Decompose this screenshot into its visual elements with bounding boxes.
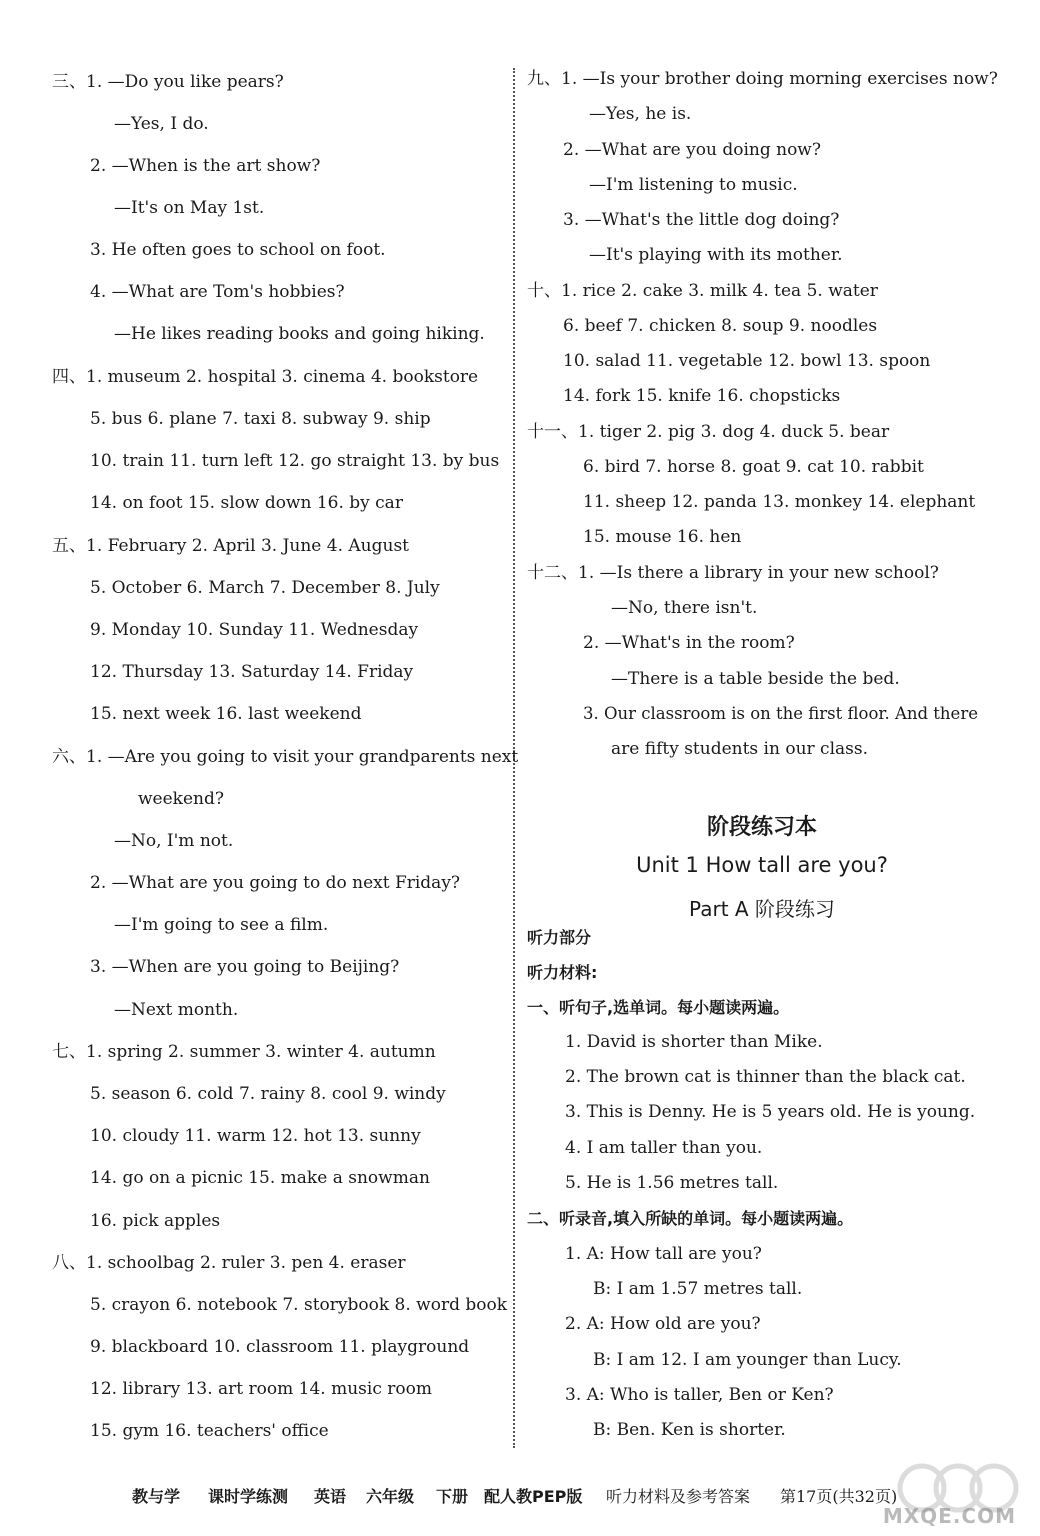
- answer-line: —He likes reading books and going hiking.: [114, 324, 485, 344]
- answer-line: 三、1. —Do you like pears?: [52, 72, 284, 92]
- answer-line: 15. gym 16. teachers' office: [90, 1421, 329, 1441]
- answer-line: 3. —What's the little dog doing?: [563, 210, 840, 230]
- section-title: 阶段练习本: [706, 815, 817, 840]
- answer-line: 四、1. museum 2. hospital 3. cinema 4. bookstore: [52, 367, 479, 387]
- answer-line: B: Ben. Ken is shorter.: [593, 1420, 786, 1440]
- answer-line: 6. bird 7. horse 8. goat 9. cat 10. rabbit: [583, 457, 924, 477]
- footer-edition: 配人教PEP版: [484, 1487, 583, 1506]
- answer-line: 2. The brown cat is thinner than the black cat.: [565, 1067, 966, 1087]
- answer-line: 2. —What are you going to do next Friday?: [90, 873, 461, 893]
- answer-line: 5. season 6. cold 7. rainy 8. cool 9. windy: [90, 1084, 446, 1104]
- answer-line: 9. blackboard 10. classroom 11. playground: [90, 1337, 470, 1357]
- answer-line: 5. October 6. March 7. December 8. July: [90, 578, 440, 598]
- answer-line: 14. fork 15. knife 16. chopsticks: [563, 386, 841, 406]
- watermark-text: MXQE.COM: [882, 1504, 1016, 1528]
- answer-line: 14. on foot 15. slow down 16. by car: [90, 493, 403, 513]
- answer-line: 5. crayon 6. notebook 7. storybook 8. word book: [90, 1295, 508, 1315]
- answer-line: 2. —What are you doing now?: [563, 140, 821, 160]
- answer-line: —I'm going to see a film.: [114, 915, 329, 935]
- answer-line: 十二、1. —Is there a library in your new school?: [527, 563, 939, 583]
- answer-line: 3. He often goes to school on foot.: [90, 240, 386, 260]
- answer-line: 3. —When are you going to Beijing?: [90, 957, 400, 977]
- answer-line: —It's on May 1st.: [114, 198, 265, 218]
- unit-title: Unit 1 How tall are you?: [636, 853, 888, 877]
- answer-line: 9. Monday 10. Sunday 11. Wednesday: [90, 620, 419, 640]
- answer-line: 十一、1. tiger 2. pig 3. dog 4. duck 5. bear: [527, 422, 890, 442]
- answer-line: 六、1. —Are you going to visit your grandparents next: [52, 747, 519, 767]
- answer-line: 15. next week 16. last weekend: [90, 704, 362, 724]
- answer-line: 16. pick apples: [90, 1211, 221, 1231]
- answer-line: 5. He is 1.56 metres tall.: [565, 1173, 779, 1193]
- answer-line: —Yes, I do.: [114, 114, 209, 134]
- answer-line: —No, I'm not.: [114, 831, 234, 851]
- footer-volume: 下册: [436, 1487, 469, 1506]
- answer-line: 6. beef 7. chicken 8. soup 9. noodles: [563, 316, 878, 336]
- answer-line: 14. go on a picnic 15. make a snowman: [90, 1168, 430, 1188]
- answer-line: are fifty students in our class.: [611, 739, 869, 759]
- answer-line: 3. A: Who is taller, Ben or Ken?: [565, 1385, 834, 1405]
- answer-line: 1. A: How tall are you?: [565, 1244, 762, 1264]
- answer-line: —It's playing with its mother.: [589, 245, 843, 265]
- footer-brand: 教与学: [132, 1487, 181, 1506]
- answer-line: —There is a table beside the bed.: [611, 669, 900, 689]
- answer-line: 10. salad 11. vegetable 12. bowl 13. spoon: [563, 351, 931, 371]
- answer-line: 4. I am taller than you.: [565, 1138, 763, 1158]
- answer-line: 12. library 13. art room 14. music room: [90, 1379, 432, 1399]
- footer-subject: 英语: [314, 1487, 347, 1506]
- answer-line: 3. This is Denny. He is 5 years old. He is young.: [565, 1102, 976, 1122]
- answer-line: —Yes, he is.: [589, 104, 692, 124]
- answer-line: 1. David is shorter than Mike.: [565, 1032, 823, 1052]
- answer-line: 八、1. schoolbag 2. ruler 3. pen 4. eraser: [52, 1253, 406, 1273]
- answer-line: 15. mouse 16. hen: [583, 527, 742, 547]
- answer-line: B: I am 12. I am younger than Lucy.: [593, 1350, 902, 1370]
- answer-line: 10. train 11. turn left 12. go straight 13. by bus: [90, 451, 500, 471]
- answer-line: 11. sheep 12. panda 13. monkey 14. elephant: [583, 492, 976, 512]
- answer-line: 2. A: How old are you?: [565, 1314, 761, 1334]
- answer-line: 2. —When is the art show?: [90, 156, 321, 176]
- listening-label: 听力部分: [527, 928, 592, 947]
- answer-line: —Next month.: [114, 1000, 239, 1020]
- answer-line: 3. Our classroom is on the first floor. And there: [583, 704, 978, 723]
- answer-line: —I'm listening to music.: [589, 175, 798, 195]
- answer-line: 12. Thursday 13. Saturday 14. Friday: [90, 662, 414, 682]
- footer-page-number: 第17页(共32页): [780, 1487, 898, 1506]
- answer-line: weekend?: [138, 789, 224, 809]
- question-title: 二、听录音,填入所缺的单词。每小题读两遍。: [527, 1209, 854, 1228]
- footer-section: 听力材料及参考答案: [606, 1487, 751, 1506]
- answer-line: 10. cloudy 11. warm 12. hot 13. sunny: [90, 1126, 421, 1146]
- answer-line: —No, there isn't.: [611, 598, 758, 618]
- answer-line: 七、1. spring 2. summer 3. winter 4. autumn: [52, 1042, 436, 1062]
- listening-material-label: 听力材料:: [527, 963, 598, 982]
- answer-line: 2. —What's in the room?: [583, 633, 795, 653]
- footer-grade: 六年级: [366, 1487, 415, 1506]
- answer-line: 十、1. rice 2. cake 3. milk 4. tea 5. water: [527, 281, 878, 301]
- question-title: 一、听句子,选单词。每小题读两遍。: [527, 998, 790, 1017]
- answer-line: 4. —What are Tom's hobbies?: [90, 282, 345, 302]
- answer-line: 九、1. —Is your brother doing morning exercises now?: [527, 69, 998, 89]
- footer-series: 课时学练测: [208, 1487, 289, 1506]
- answer-line: B: I am 1.57 metres tall.: [593, 1279, 803, 1299]
- answer-line: 5. bus 6. plane 7. taxi 8. subway 9. ship: [90, 409, 431, 429]
- part-title: Part A 阶段练习: [689, 897, 835, 921]
- answer-line: 五、1. February 2. April 3. June 4. August: [52, 536, 409, 556]
